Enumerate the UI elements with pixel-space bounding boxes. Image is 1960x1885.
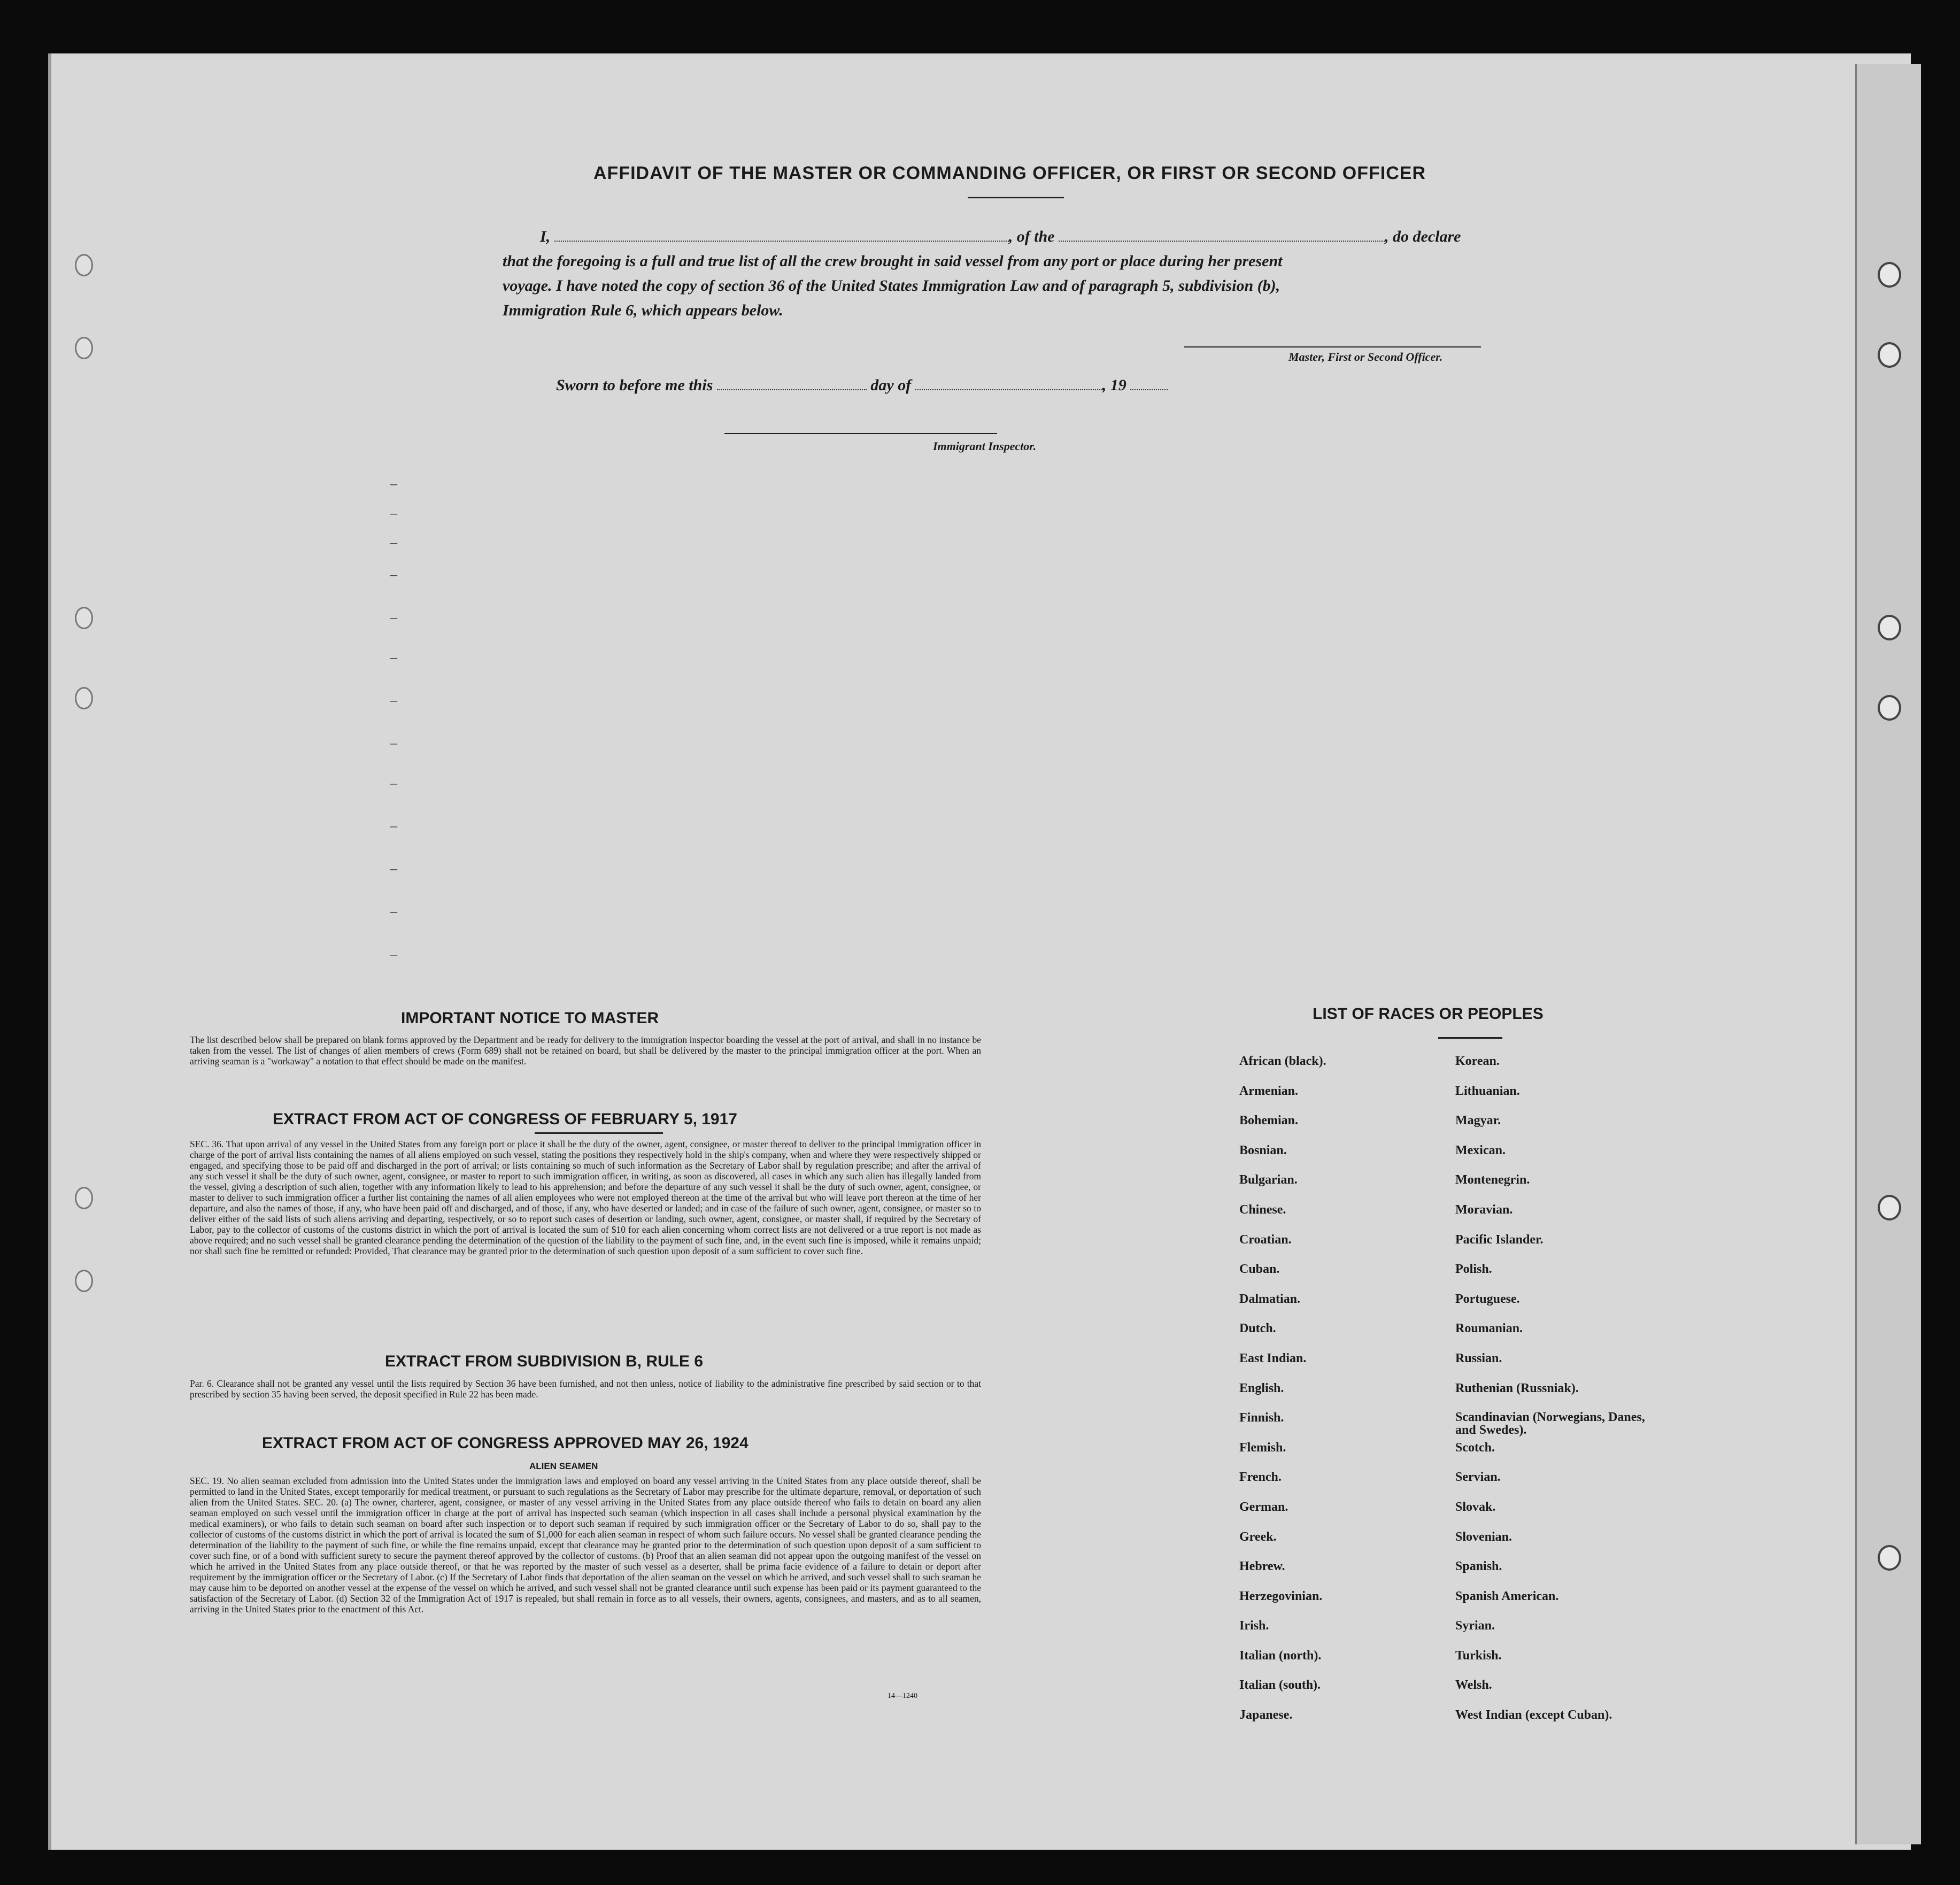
race-item: Hebrew. bbox=[1239, 1559, 1285, 1574]
affidavit-line1-c: , do declare bbox=[1385, 228, 1461, 245]
race-item: East Indian. bbox=[1239, 1351, 1307, 1365]
form-number: 14—1240 bbox=[888, 1692, 917, 1700]
race-item: Irish. bbox=[1239, 1619, 1269, 1633]
race-item: Russian. bbox=[1455, 1351, 1502, 1365]
race-item: Bohemian. bbox=[1239, 1114, 1299, 1128]
races-col1 bbox=[1239, 1054, 1326, 1738]
sworn-year-field[interactable] bbox=[1130, 377, 1168, 390]
affidavit-line3: voyage. I have noted the copy of section 36 of the United States Immigration Law and of paragraph 5, subdivision (b), bbox=[503, 277, 1280, 295]
name-field[interactable] bbox=[554, 229, 1009, 242]
race-item: West Indian (except Cuban). bbox=[1455, 1708, 1612, 1722]
race-item: Flemish. bbox=[1239, 1440, 1286, 1455]
race-item: African (black). bbox=[1239, 1054, 1326, 1068]
year-label: , 19 bbox=[1102, 376, 1126, 394]
races-title: LIST OF RACES OR PEOPLES bbox=[1313, 1005, 1544, 1023]
race-item: Herzegovinian. bbox=[1239, 1589, 1323, 1603]
extract-1917-body: SEC. 36. That upon arrival of any vessel in the United States from any foreign port or place it shall be the duty of the owner, agent, consignee, or master thereof to deliver to the principal immigration officer in charge of the port of arrival lists containing the names of all aliens employed on such vessel, stating the positions they respectively hold in the ship's company, when and where they were respectively shipped or engaged, and specifying those to be paid off and discharged in the port of arrival; or lists containing so much of such information as the Secretary of Labor shall by regulation prescribe; and after the arrival of any such vessel it shall be the duty of such owner, agent, consignee, or master to report to such immigration officer, in writing, as soon as discovered, all cases in which any such alien has illegally landed from the vessel, giving a description of such alien, together with any information likely to lead to his apprehension; and before the departure of any such vessel it shall be the duty of such owner, agent, consignee, or master to deliver to such immigration officer a further list containing the names of all alien employees who were not employed thereon at the time of the arrival but who will leave port thereon at the time of her departure, and also the names of those, if any, who have been paid off and discharged, and of those, if any, who have deserted or landed; and in case of the failure of such owner, agent, consignee, or master so to deliver either of the said lists of such aliens arriving and departing, respectively, or so to report such cases of desertion or landing, such owner, agent, consignee, or master shall, if required by the Secretary of Labor, pay to the collector of customs of the customs district in which the port of arrival is located the sum of $10 for each alien concerning whom correct lists are not delivered or a true report is not made as above required; and no such vessel shall be granted clearance pending the determination of the question of the liability to the payment of such fine, and, in the event such fine is imposed, while it remains unpaid; nor shall such fine be remitted or refunded: Provided, That clearance may be granted prior to the determination of such question upon deposit of a sum sufficient to cover such fine. bbox=[190, 1139, 981, 1256]
race-item: Italian (north). bbox=[1239, 1648, 1322, 1663]
race-item: Finnish. bbox=[1239, 1411, 1284, 1425]
race-item: English. bbox=[1239, 1381, 1284, 1395]
punch-hole bbox=[75, 1270, 93, 1292]
punch-hole bbox=[75, 607, 93, 629]
race-item: Chinese. bbox=[1239, 1202, 1286, 1217]
race-item: Greek. bbox=[1239, 1529, 1277, 1544]
race-item: Korean. bbox=[1455, 1054, 1500, 1068]
race-item: Japanese. bbox=[1239, 1708, 1293, 1722]
extract-rule6-body: Par. 6. Clearance shall not be granted any vessel until the lists required by Section 36 have been furnished, and not then unless, notice of liability to the administrative fine prescribed by said section or to that prescribed by section 35 having been served, the deposit specified in Rule 22 has been made. bbox=[190, 1378, 981, 1400]
race-item: Turkish. bbox=[1455, 1648, 1502, 1663]
race-item: Cuban. bbox=[1239, 1262, 1280, 1277]
race-item: Croatian. bbox=[1239, 1232, 1292, 1247]
sworn-day-field[interactable] bbox=[717, 377, 867, 390]
inspector-signature-line[interactable] bbox=[724, 433, 997, 434]
divider bbox=[535, 1132, 663, 1134]
punch-hole bbox=[1878, 1545, 1901, 1571]
race-item: Spanish. bbox=[1455, 1559, 1502, 1574]
notice-title: IMPORTANT NOTICE TO MASTER bbox=[401, 1009, 659, 1027]
races-col2 bbox=[1455, 1054, 1653, 1738]
race-item: Italian (south). bbox=[1239, 1678, 1321, 1693]
extract-rule6-title: EXTRACT FROM SUBDIVISION B, RULE 6 bbox=[385, 1353, 704, 1370]
race-item: Pacific Islander. bbox=[1455, 1232, 1544, 1247]
race-item: Slovenian. bbox=[1455, 1529, 1513, 1544]
page-edge bbox=[1855, 64, 1921, 1844]
affidavit-line2: that the foregoing is a full and true list of all the crew brought in said vessel from any port or place during her present bbox=[503, 252, 1283, 270]
punch-hole bbox=[75, 254, 93, 276]
race-item: Syrian. bbox=[1455, 1619, 1495, 1633]
divider bbox=[968, 197, 1064, 198]
race-item: Lithuanian. bbox=[1455, 1084, 1520, 1098]
punch-hole bbox=[75, 337, 93, 359]
notice-body: The list described below shall be prepared on blank forms approved by the Department and be ready for delivery to the immigration inspector boarding the vessel at the port of arrival, and shall in no instance be taken from the vessel. The list of changes of alien members of crews (Form 689) shall not be retained on board, but shall be delivered by the master to the principal immigration officer at the port. When an arriving seaman is a "workaway" a notation to that effect should be made on the manifest. bbox=[190, 1034, 981, 1067]
race-item: Roumanian. bbox=[1455, 1322, 1523, 1336]
affidavit-line1-b: , of the bbox=[1008, 228, 1055, 245]
affidavit-text bbox=[503, 225, 1461, 323]
race-item: Polish. bbox=[1455, 1262, 1492, 1277]
day-of-label: day of bbox=[870, 376, 912, 394]
race-item: Montenegrin. bbox=[1455, 1173, 1530, 1187]
vessel-field[interactable] bbox=[1059, 229, 1385, 242]
race-item: German. bbox=[1239, 1500, 1288, 1514]
race-item: Welsh. bbox=[1455, 1678, 1492, 1693]
race-item: Dalmatian. bbox=[1239, 1292, 1300, 1306]
sworn-label: Sworn to before me this bbox=[556, 376, 713, 394]
race-item: Servian. bbox=[1455, 1470, 1501, 1485]
signature-line[interactable] bbox=[1184, 346, 1481, 347]
sworn-month-field[interactable] bbox=[915, 377, 1102, 390]
inspector-signature-label: Immigrant Inspector. bbox=[933, 439, 1037, 453]
divider bbox=[1438, 1037, 1502, 1039]
race-item: Scandinavian (Norwegians, Danes, and Swedes). bbox=[1455, 1410, 1645, 1438]
extract-1924-title: EXTRACT FROM ACT OF CONGRESS APPROVED MAY 26, 1924 bbox=[262, 1434, 748, 1452]
race-item: Mexican. bbox=[1455, 1143, 1506, 1157]
race-item: Portuguese. bbox=[1455, 1292, 1520, 1306]
punch-hole bbox=[1878, 262, 1901, 288]
race-item: Moravian. bbox=[1455, 1202, 1513, 1217]
race-item: Slovak. bbox=[1455, 1500, 1496, 1514]
punch-hole bbox=[1878, 615, 1901, 640]
affidavit-line4: Immigration Rule 6, which appears below. bbox=[503, 302, 783, 319]
race-item: Bulgarian. bbox=[1239, 1173, 1298, 1187]
punch-hole bbox=[75, 687, 93, 709]
race-item: Dutch. bbox=[1239, 1322, 1276, 1336]
affidavit-title: AFFIDAVIT OF THE MASTER OR COMMANDING OFFICER, OR FIRST OR SECOND OFFICER bbox=[593, 163, 1426, 183]
race-item: Armenian. bbox=[1239, 1084, 1298, 1098]
punch-hole bbox=[1878, 342, 1901, 368]
extract-1917-title: EXTRACT FROM ACT OF CONGRESS OF FEBRUARY 5, 1917 bbox=[273, 1110, 737, 1128]
race-item: Magyar. bbox=[1455, 1114, 1501, 1128]
punch-hole bbox=[75, 1187, 93, 1209]
race-item: Scotch. bbox=[1455, 1440, 1495, 1455]
punch-hole bbox=[1878, 695, 1901, 721]
race-item: Spanish American. bbox=[1455, 1589, 1559, 1603]
race-item: French. bbox=[1239, 1470, 1282, 1485]
extract-1924-body: SEC. 19. No alien seaman excluded from admission into the United States under the immigration laws and employed on board any vessel arriving in the United States from any place outside thereof, shall be permitted to land in the United States, except temporarily for medical treatment, or pursuant to such regulations as the Secretary of Labor may prescribe for the ultimate departure, removal, or deportation of such alien from the United States. SEC. 20. (a) The owner, charterer, agent, consignee, or master of any vessel arriving in the United States from any place outside thereof who fails to detain on board any alien seaman employed on such vessel until the immigration officer in charge at the port of arrival has inspected such seaman (which inspection in all cases shall include a personal physical examination by the medical examiners), or who fails to detain such seaman on board after such inspection or to deport such seaman if required by such immigration officer or the Secretary of Labor to do so, shall pay to the collector of customs of the customs district in which the port of arrival is located the sum of $1,000 for each alien seaman in respect of whom such failure occurs. No vessel shall be granted clearance pending the determination of the liability to the payment of such fine, or while the fine remains unpaid, except that clearance may be granted prior to the determination of such question upon deposit of a sum sufficient to cover such fine, or of a bond with sufficient surety to secure the payment thereof approved by the collector of customs. (b) Proof that an alien seaman did not appear upon the outgoing manifest of the vessel on which he arrived in the United States from any place outside thereof, or that he was reported by the master of such vessel as a deserter, shall be prima facie evidence of a failure to detain or deport after requirement by the immigration officer or the Secretary of Labor. (c) If the Secretary of Labor finds that deportation of the alien seaman on the vessel on which he arrived, and such vessel shall to such seaman he may cause him to be deported on another vessel at the expense of the vessel on which he arrived, and such vessel shall not be granted clearance until such expense has been paid or its payment guaranteed to the satisfaction of the Secretary of Labor. (d) Section 32 of the Immigration Act of 1917 is repealed, but shall remain in force as to all vessels, their owners, agents, consignees, and masters, and as to all seamen, arriving in the United States prior to the enactment of this Act. bbox=[190, 1475, 981, 1614]
sworn-line bbox=[556, 376, 1168, 395]
race-item: Bosnian. bbox=[1239, 1143, 1287, 1157]
punch-hole bbox=[1878, 1195, 1901, 1220]
extract-1924-subtitle: ALIEN SEAMEN bbox=[529, 1461, 598, 1471]
affidavit-line1-a: I, bbox=[540, 228, 551, 245]
master-signature-label: Master, First or Second Officer. bbox=[1288, 350, 1443, 364]
race-item: Ruthenian (Russniak). bbox=[1455, 1381, 1579, 1395]
